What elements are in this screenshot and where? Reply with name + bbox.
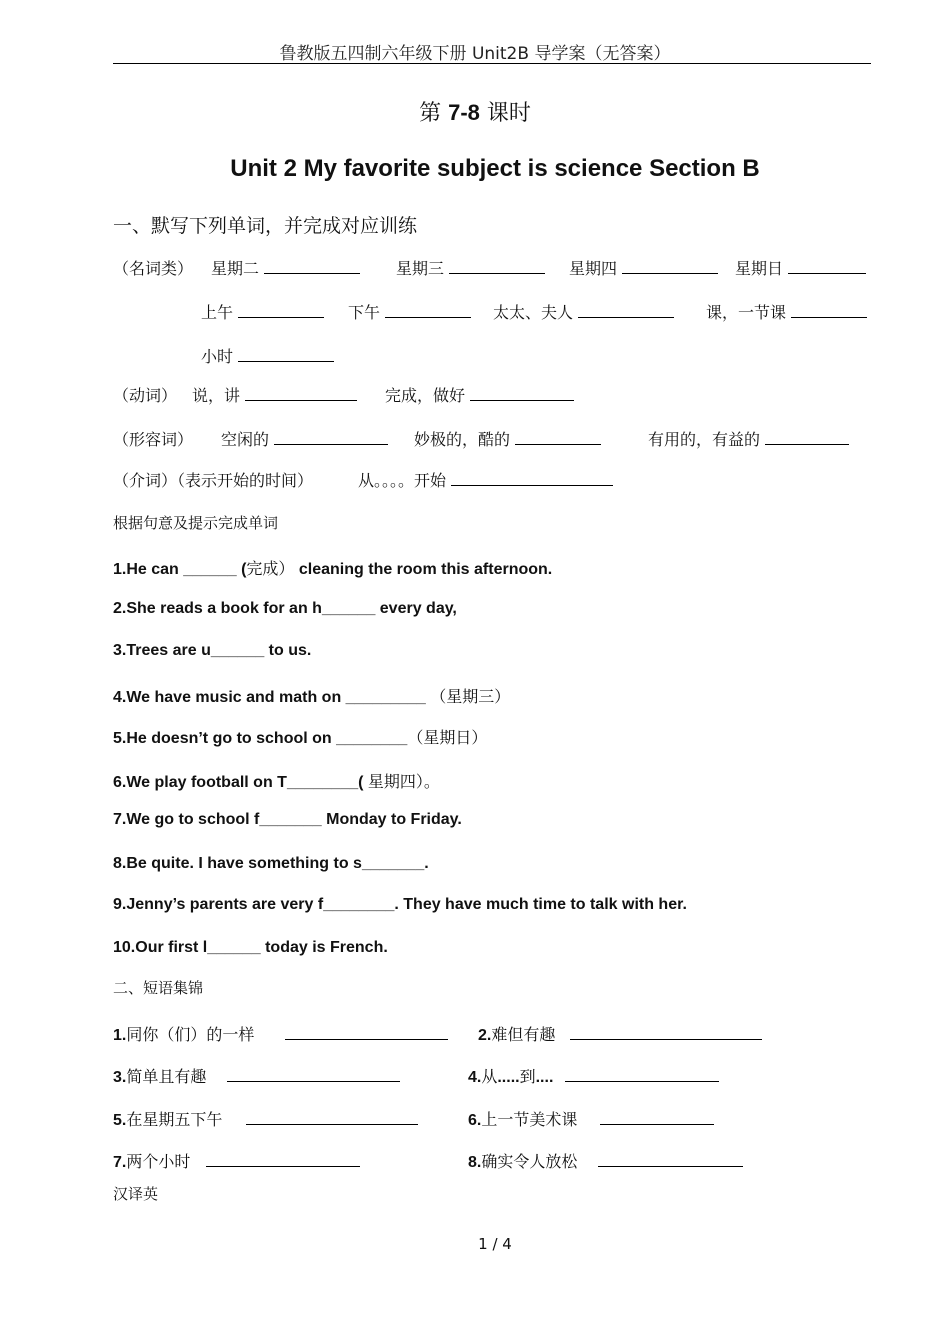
phrase-dots: .... [535,1069,554,1086]
phrase-number: 1. [113,1027,127,1044]
question-text: 8.Be quite. I have something to s_______. [113,855,429,872]
question-text: 2.She reads a book for an h______ every day, [113,600,457,617]
vocab-word: 有用的，有益的 [648,430,761,449]
answer-blank[interactable] [598,1151,743,1167]
page-number: 1 / 4 [478,1235,512,1253]
vocab-item [706,300,867,323]
vocab-word: 星期日 [735,259,784,278]
prep-label: （介词）（表示开始的时间） [113,471,314,490]
phrase-number: 4. [468,1069,482,1086]
noun-label: （名词类） [113,259,194,278]
fill-instructions: 根据句意及提示完成单词 [113,514,279,532]
phrase-4 [468,1064,553,1087]
answer-blank[interactable] [246,1109,418,1125]
answer-blank[interactable] [451,470,613,486]
question-6 [113,769,440,792]
question-8 [113,855,429,873]
vocab-item [348,300,471,323]
question-text-end: cleaning the room this afternoon. [294,561,553,578]
lesson-number: 7-8 [448,100,480,125]
vocab-word: 从。。。。开始 [358,471,447,490]
lesson-suffix: 课时 [479,101,531,126]
verb-label: （动词） [113,386,178,405]
section1-title: 一、默写下列单词，并完成对应训练 [113,215,418,237]
vocab-word: 说，讲 [192,386,241,405]
question-3 [113,642,311,660]
vocab-word: 妙极的，酷的 [414,430,511,449]
question-text: 6.We play football on T________( [113,774,368,791]
question-text: 4.We have music and math on _________ [113,689,431,706]
vocab-word: 星期三 [396,259,445,278]
answer-blank[interactable] [765,429,849,445]
answer-blank[interactable] [570,1024,762,1040]
phrase-text: 从 [481,1067,498,1086]
question-text: 7.We go to school f_______ Monday to Friday. [113,811,462,828]
answer-blank[interactable] [206,1151,360,1167]
question-5 [113,725,487,748]
phrase-number: 2. [478,1027,492,1044]
vocab-item [414,427,601,450]
vocab-word: 太太、夫人 [493,303,574,322]
vocab-item [192,383,357,406]
vocab-word: 小时 [201,347,234,366]
translate-title: 汉译英 [113,1185,159,1203]
phrase-8 [468,1149,577,1172]
vocab-item [396,256,545,279]
question-10 [113,939,388,957]
vocab-item [569,256,718,279]
answer-blank[interactable] [791,302,867,318]
question-text: 9.Jenny’s parents are very f________. They have much time to talk with her. [113,896,687,913]
answer-blank[interactable] [238,346,334,362]
answer-blank[interactable] [385,302,471,318]
phrase-text: 难但有趣 [491,1025,556,1044]
vocab-word: 课，一节课 [706,303,787,322]
phrase-number: 5. [113,1112,127,1129]
answer-blank[interactable] [578,302,674,318]
question-1 [113,556,552,579]
vocab-word: 星期四 [569,259,618,278]
question-hint: （星期三） [430,687,511,706]
answer-blank[interactable] [227,1066,400,1082]
phrase-text: 两个小时 [126,1152,191,1171]
vocab-item [385,383,574,406]
vocab-item [358,468,613,491]
answer-blank[interactable] [470,385,574,401]
answer-blank[interactable] [515,429,601,445]
vocab-item [493,300,674,323]
phrase-7 [113,1149,190,1172]
vocab-word: 下午 [348,303,381,322]
phrase-number: 7. [113,1154,127,1171]
vocab-item [201,300,324,323]
question-4 [113,684,510,707]
phrase-dots: ..... [497,1069,520,1086]
vocab-item [211,256,360,279]
vocab-word: 星期二 [211,259,260,278]
phrase-number: 8. [468,1154,482,1171]
phrase-text: 在星期五下午 [126,1110,223,1129]
question-text: 10.Our first l______ today is French. [113,939,388,956]
vocab-item [648,427,849,450]
answer-blank[interactable] [285,1024,448,1040]
unit-title: Unit 2 My favorite subject is science Section B [230,155,760,182]
phrase-text: 上一节美术课 [481,1110,578,1129]
adj-label: （形容词） [113,430,194,449]
answer-blank[interactable] [449,258,545,274]
answer-blank[interactable] [264,258,360,274]
vocab-word: 上午 [201,303,234,322]
question-text: 3.Trees are u______ to us. [113,642,312,659]
lesson-prefix: 第 [419,101,449,126]
answer-blank[interactable] [622,258,718,274]
section2-title: 二、短语集锦 [113,979,204,997]
phrase-text: 到 [519,1067,536,1086]
vocab-item [201,344,334,367]
vocab-item [735,256,866,279]
answer-blank[interactable] [238,302,324,318]
vocab-word: 空闲的 [221,430,270,449]
question-2 [113,600,457,618]
question-text: 1.He can ______ ( [113,561,247,578]
question-hint: 星期四）。 [367,772,440,791]
phrase-text: 确实令人放松 [481,1152,578,1171]
answer-blank[interactable] [788,258,866,274]
phrase-5 [113,1107,222,1130]
question-hint: 完成） [246,559,295,578]
phrase-2 [478,1022,555,1045]
phrase-6 [468,1107,577,1130]
answer-blank[interactable] [274,429,388,445]
header-rule [113,63,871,64]
phrase-number: 3. [113,1069,127,1086]
vocab-item [221,427,388,450]
phrase-text: 简单且有趣 [126,1067,207,1086]
vocab-word: 完成，做好 [385,386,466,405]
phrase-1 [113,1022,254,1045]
answer-blank[interactable] [600,1109,714,1125]
answer-blank[interactable] [245,385,357,401]
question-text: 5.He doesn’t go to school on ________ [113,730,408,747]
page-header: 鲁教版五四制六年级下册 Unit2B 导学案（无答案） [279,44,671,64]
lesson-title [0,96,950,127]
answer-blank[interactable] [565,1066,719,1082]
question-hint: （星期日） [407,728,488,747]
phrase-3 [113,1064,206,1087]
phrase-text: 同你（们）的一样 [126,1025,255,1044]
question-7 [113,811,462,829]
phrase-number: 6. [468,1112,482,1129]
question-9 [113,896,687,914]
